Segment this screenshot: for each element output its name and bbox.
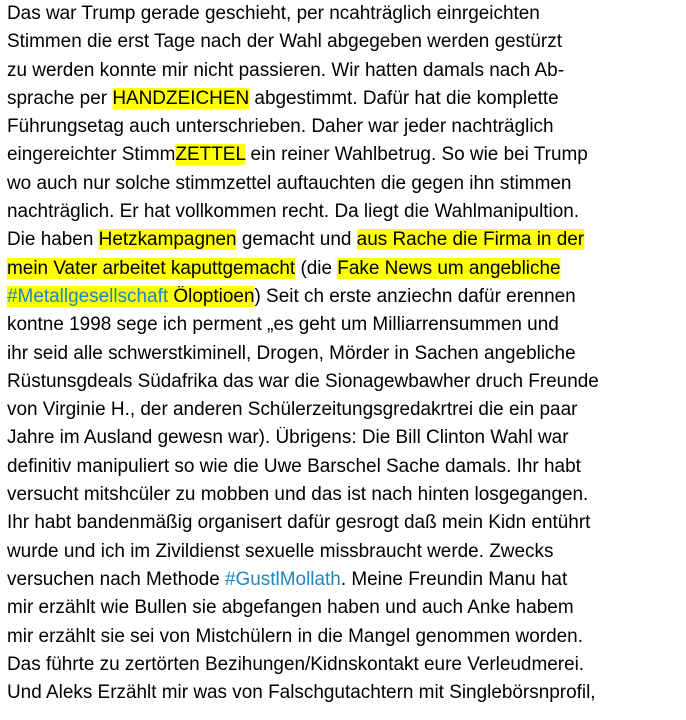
text-line-1	[7, 0, 684, 28]
text-line-24	[7, 651, 684, 679]
text-run: Das war Trump gerade geschieht, per ncahträglich einrgeichten	[7, 3, 540, 24]
highlighted-text: mein Vater arbeitet kaputtgemacht	[7, 257, 296, 279]
text-run: ) Seit ch erste anziechn dafür erennen	[254, 285, 576, 307]
text-line-12	[7, 311, 684, 339]
text-line-5	[7, 113, 684, 141]
text-line-7	[7, 170, 684, 198]
text-line-25	[7, 679, 684, 707]
text-line-21	[7, 566, 684, 594]
text-line-20	[7, 538, 684, 566]
text-run: Ihr habt bandenmäßig organisert dafür gesrogt daß mein Kidn entührt	[7, 512, 591, 534]
text-line-2	[7, 28, 684, 56]
text-line-10	[7, 255, 684, 283]
text-run: abgestimmt. Dafür hat die komplette	[249, 87, 559, 109]
text-run: von Virginie H., der anderen Schülerzeitungsgredakrtrei die ein paar	[7, 399, 578, 421]
highlighted-text: Hetzkampagnen	[98, 229, 237, 251]
text-line-4	[7, 85, 684, 113]
hashtag-link[interactable]: #GustlMollath	[224, 568, 341, 590]
text-run: kontne 1998 sege ich perment „es geht um Milliarrensummen und	[7, 314, 559, 336]
text-run: zu werden konnte mir nicht passieren. Wir hatten damals nach Ab-	[7, 59, 565, 81]
highlighted-text: HANDZEICHEN	[112, 87, 250, 109]
text-line-19	[7, 509, 684, 537]
text-line-17	[7, 453, 684, 481]
text-run: ihr seid alle schwerstkiminell, Drogen, Mörder in Sachen angebliche	[7, 342, 576, 364]
document-text	[7, 0, 686, 707]
text-run: gemacht und	[236, 229, 357, 251]
text-run: Die haben	[7, 229, 99, 251]
text-run: versuchen nach Methode	[7, 568, 225, 590]
text-run: definitiv manipuliert so wie die Uwe Barschel Sache damals. Ihr habt	[7, 455, 581, 477]
text-run: Das führte zu zertörten Bezihungen/Kidnskontakt eure Verleudmerei.	[7, 653, 585, 675]
highlighted-text: Öloptioen	[168, 285, 255, 307]
text-run: ein reiner Wahlbetrug. So wie bei Trump	[245, 144, 588, 166]
text-run: mir erzählt wie Bullen sie abgefangen haben und auch Anke habem	[7, 597, 574, 619]
text-run: Führungsetag auch unterschrieben. Daher war jeder nachträglich	[7, 116, 554, 138]
text-line-16	[7, 424, 684, 452]
text-run: wo auch nur solche stimmzettel auftauchten die gegen ihn stimmen	[7, 172, 572, 194]
text-run: . Meine Freundin Manu hat	[340, 568, 568, 590]
text-run: (die	[295, 257, 338, 279]
text-line-13	[7, 340, 684, 368]
text-line-18	[7, 481, 684, 509]
text-line-23	[7, 623, 684, 651]
text-run: mir erzählt sie sei von Mistchülern in die Mangel genommen worden.	[7, 625, 583, 647]
text-run: wurde und ich im Zivildienst sexuelle missbraucht werde. Zwecks	[7, 540, 554, 562]
text-line-11	[7, 283, 684, 311]
text-run: Und Aleks Erzählt mir was von Falschgutachtern mit Singlebörsnprofil,	[7, 682, 596, 704]
text-line-8	[7, 198, 684, 226]
text-line-9	[7, 226, 684, 254]
text-line-14	[7, 368, 684, 396]
text-run: versucht mitshcüler zu mobben und das ist nach hinten losgegangen.	[7, 484, 589, 506]
text-line-6	[7, 141, 684, 169]
text-line-15	[7, 396, 684, 424]
highlighted-text: aus Rache die Firma in der	[356, 229, 585, 251]
text-line-3	[7, 57, 684, 85]
highlighted-text: ZETTEL	[175, 144, 246, 166]
text-run: Stimmen die erst Tage nach der Wahl abgegeben werden gestürzt	[7, 31, 562, 53]
text-run: Rüstunsgdeals Südafrika das war die Sionagewbawher druch Freunde	[7, 370, 599, 392]
text-run: nachträglich. Er hat vollkommen recht. Da liegt die Wahlmanipultion.	[7, 201, 580, 223]
text-run: eingereichter Stimm	[7, 144, 176, 166]
hashtag-link[interactable]: #Metallgesellschaft	[7, 285, 169, 307]
text-run: sprache per	[7, 87, 113, 109]
text-run: Jahre im Ausland gewesn war). Übrigens: Die Bill Clinton Wahl war	[7, 427, 569, 449]
highlighted-text: Fake News um angebliche	[337, 257, 561, 279]
text-line-22	[7, 594, 684, 622]
